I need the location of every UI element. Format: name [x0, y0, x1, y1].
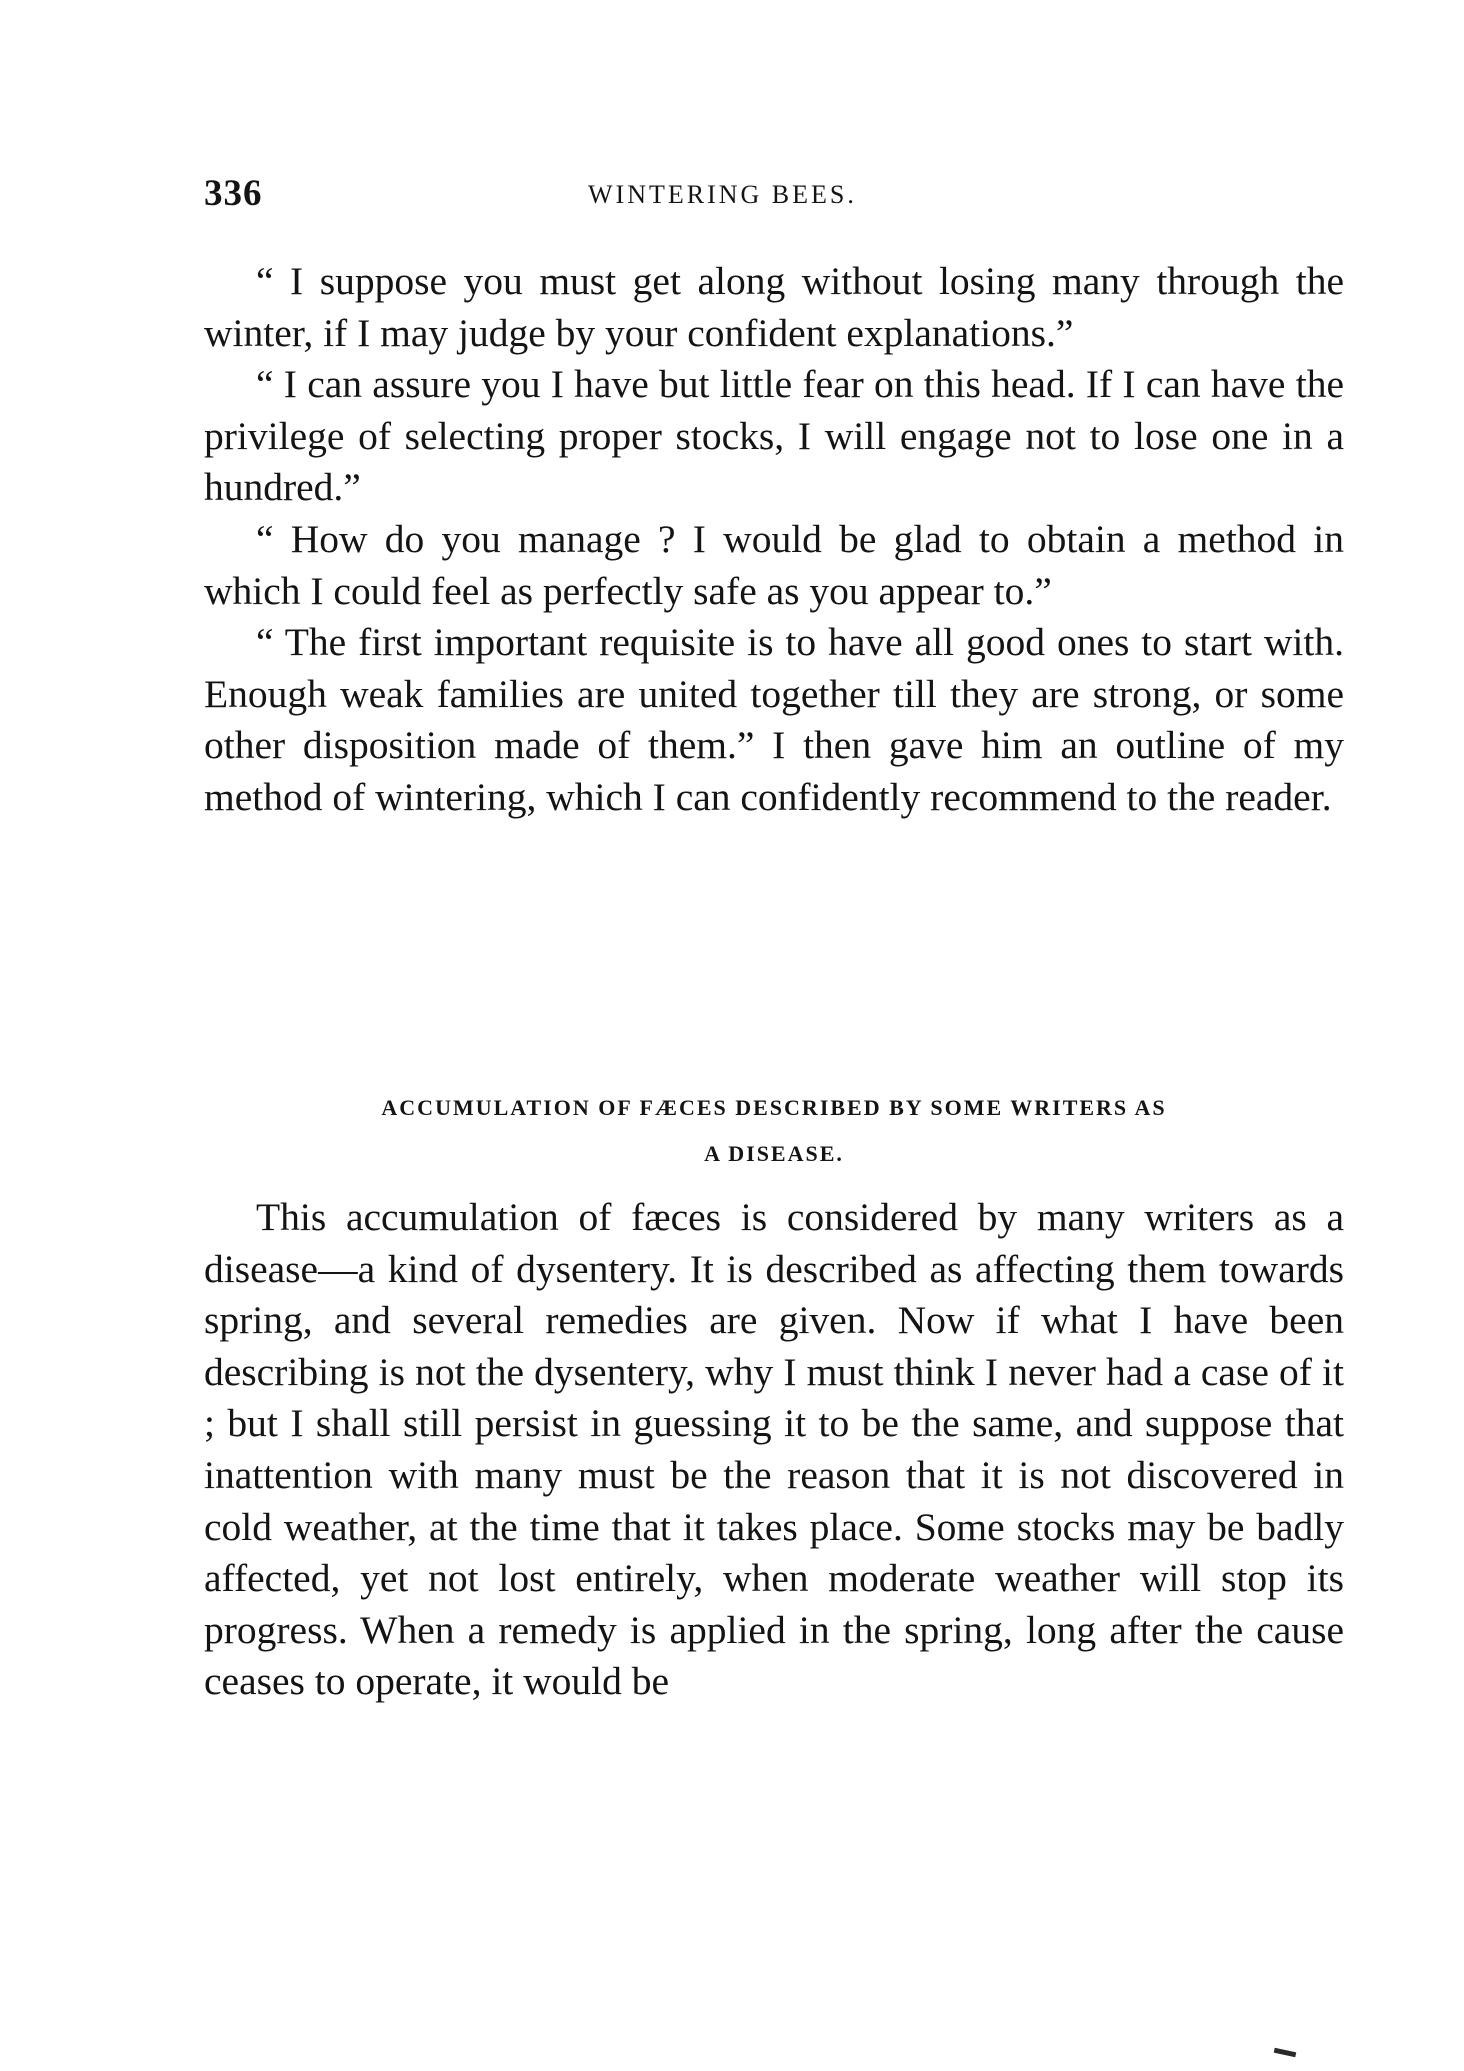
section-heading-line: A DISEASE.: [704, 1141, 844, 1166]
section-heading: [204, 1082, 1344, 1174]
section-body: [204, 1192, 1344, 1708]
dialogue-paragraph: “ How do you manage ? I would be glad to obtain a method in which I could feel as perfectly safe as you appear to.”: [204, 516, 1344, 613]
running-title: WINTERING BEES.: [588, 180, 857, 209]
dialogue-paragraph: “ I suppose you must get along without losing many through the winter, if I may judge by your confident explanations.”: [204, 259, 1344, 355]
dialogue-paragraph: “ I can assure you I have but little fear on this head. If I can have the privilege of selecting proper stocks, I will engage not to lose one in a hundred.”: [204, 362, 1344, 510]
dialogue-paragraph: “ The first important requisite is to have all good ones to start with. Enough weak families are united together till they are strong, or some other disposition made of them.” I then gave him an outline of my method of wintering, which I can confidently recommend to the reader.: [204, 620, 1344, 819]
page-number: 336: [204, 173, 263, 214]
page-header: [204, 172, 1344, 222]
ink-mark: [1274, 2048, 1297, 2057]
dialogue-block: [204, 256, 1344, 824]
section-heading-line: ACCUMULATION OF FÆCES DESCRIBED BY SOME WRITERS AS: [381, 1095, 1167, 1120]
section-paragraph: This accumulation of fæces is considered by many writers as a disease—a kind of dysentery. It is described as affecting them towards spring, and several remedies are given. Now if what I have been describing is not the dysentery, why I must think I never had a case of it ; but I shall still persist in guessing it to be the same, and suppose that inattention with many must be the reason that it is not discovered in cold weather, at the time that it takes place. Some stocks may be badly affected, yet not lost entirely, when moderate weather will stop its progress. When a remedy is applied in the spring, long after the cause ceases to operate, it would be: [204, 1195, 1344, 1704]
